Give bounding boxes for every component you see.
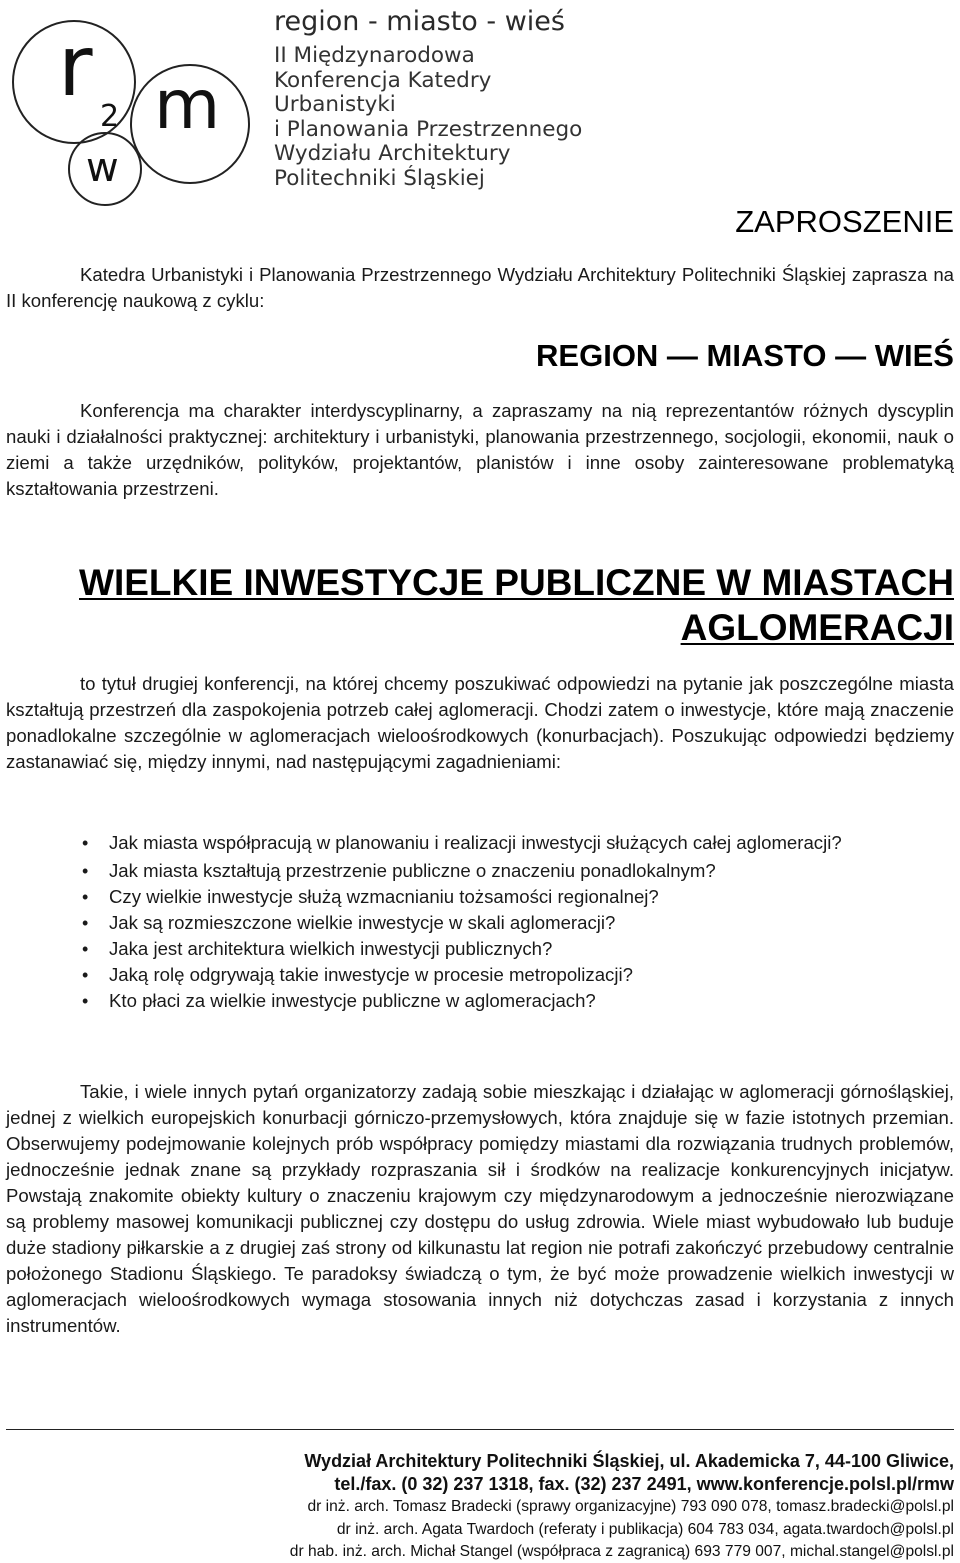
logo-line: II Międzynarodowa (274, 43, 475, 68)
topic-line: WIELKIE INWESTYCJE PUBLICZNE W MIASTACH (79, 562, 954, 603)
bullet-icon: • (82, 833, 89, 853)
conference-topic (6, 560, 954, 650)
topic-line: AGLOMERACJI (680, 607, 954, 648)
intro-paragraph: Katedra Urbanistyki i Planowania Przestrzennego Wydziału Architektury Politechniki Śląskiej zaprasza na II konferencję naukową z cyklu: (6, 264, 954, 311)
logo-line: Urbanistyki (274, 92, 396, 117)
question-text: Jaka jest architektura wielkich inwestycji publicznych? (109, 938, 553, 959)
list-item (6, 936, 954, 962)
bullet-icon: • (82, 913, 89, 933)
logo-line: region - miasto - wieś (274, 6, 565, 37)
topic-intro-paragraph: to tytuł drugiej konferencji, na której chcemy poszukiwać odpowiedzi na pytanie jak poszczególne miasta kształtują przestrzeń dla zaspokojenia potrzeb całej aglomeracji. Chodzi zatem o inwestycje, które mają znaczenie ponadlokalne szczególnie w aglomeracjach wieloośrodkowych (konurbacjach). Poszukując odpowiedzi będziemy zastanawiać się, między innymi, nad następującymi zagadnieniami: (6, 673, 954, 772)
bullet-icon: • (82, 939, 89, 959)
footer-contact: dr inż. arch. Tomasz Bradecki (sprawy organizacyjne) 793 090 078, tomasz.bradecki@polsl.pl (307, 1498, 954, 1515)
bullet-icon: • (82, 965, 89, 985)
logo-text-block (274, 6, 634, 191)
footer-contact: dr inż. arch. Agata Twardoch (referaty i publikacja) 604 783 034, agata.twardoch@polsl.pl (336, 1521, 954, 1538)
questions-list (6, 830, 954, 1014)
logo-letter-r: r (58, 17, 93, 115)
question-text: Jak miasta kształtują przestrzenie publiczne o znaczeniu ponadlokalnym? (109, 860, 716, 881)
footer-divider (6, 1429, 954, 1430)
footer-address: Wydział Architektury Politechniki Śląskiej, ul. Akademicka 7, 44-100 Gliwice, (304, 1451, 954, 1471)
question-text: Jak miasta współpracują w planowaniu i realizacji inwestycji służących całej aglomeracji? (109, 832, 842, 853)
question-text: Jak są rozmieszczone wielkie inwestycje w skali aglomeracji? (109, 912, 616, 933)
series-title: REGION — MIASTO — WIEŚ (536, 338, 954, 373)
description-paragraph: Konferencja ma charakter interdyscyplinarny, a zapraszamy na nią reprezentantów różnych dyscyplin nauki i działalności praktycznej: architektury i urbanistyki, planowania przestrzennego, socjologii, ekonomii, nauk o ziemi a także urzędników, polityków, projektantów, planistów i inne osoby zainteresowane problematyką kształtowania przestrzeni. (6, 400, 954, 499)
list-item (6, 910, 954, 936)
list-item (6, 988, 954, 1014)
logo-letter-m: m (154, 66, 221, 145)
question-text: Kto płaci za wielkie inwestycje publiczne w aglomeracjach? (109, 990, 596, 1011)
list-item (6, 830, 954, 856)
list-item (6, 858, 954, 884)
logo-line: Konferencja Katedry (274, 67, 492, 93)
list-item (6, 884, 954, 910)
logo-letter-w: w (86, 145, 119, 191)
footer-contact: dr hab. inż. arch. Michał Stangel (współpraca z zagranicą) 693 779 007, michal.stangel@polsl.pl (289, 1543, 954, 1560)
list-item (6, 962, 954, 988)
question-text: Czy wielkie inwestycje służą wzmacnianiu tożsamości regionalnej? (109, 886, 659, 907)
logo-line: Wydziału Architektury (274, 141, 511, 166)
logo-line: Politechniki Śląskiej (274, 165, 485, 191)
bullet-icon: • (82, 887, 89, 907)
closing-paragraph: Takie, i wiele innych pytań organizatorzy zadają sobie mieszkając i działając w aglomeracji górnośląskiej, jednej z wielkich europejskich konurbacji górniczo-przemysłowych, która znajduje się w fazie istotnych przemian. Obserwujemy podejmowanie kolejnych prób współpracy pomiędzy miastami dla rozwiązania trudnych problemów, jednocześnie jednak znane są przykłady rozpraszania sił i środków na realizacje konkurencyjnych inicjatyw. Powstają znakomite obiekty kultury o znaczeniu krajowym czy międzynarodowym a jednocześnie nierozwiązane są problemy masowej komunikacji publicznej czy dostępu do usług zdrowia. Wiele miast wybudowało lub buduje duże stadiony piłkarskie a z drugiej zaś strony od kilkunastu lat region nie potrafi zakończyć przebudowy centralnie położonego Stadionu Śląskiego. Te paradoksy świadczą o tym, że być może prowadzenie wielkich inwestycji w aglomeracjach wieloośrodkowych wymaga stosowania innych niż dotychczas zasad i korzystania z innych instrumentów. (6, 1081, 954, 1336)
bullet-icon: • (82, 991, 89, 1011)
logo-letter-2: 2 (100, 99, 120, 134)
question-text: Jaką rolę odgrywają takie inwestycje w procesie metropolizacji? (109, 964, 633, 985)
bullet-icon: • (82, 861, 89, 881)
conference-logo (12, 6, 632, 206)
footer-phone: tel./fax. (0 32) 237 1318, fax. (32) 237 2491, www.konferencje.polsl.pl/rmw (334, 1474, 954, 1494)
logo-line: i Planowania Przestrzennego (274, 116, 583, 142)
document-title: ZAPROSZENIE (735, 204, 954, 239)
